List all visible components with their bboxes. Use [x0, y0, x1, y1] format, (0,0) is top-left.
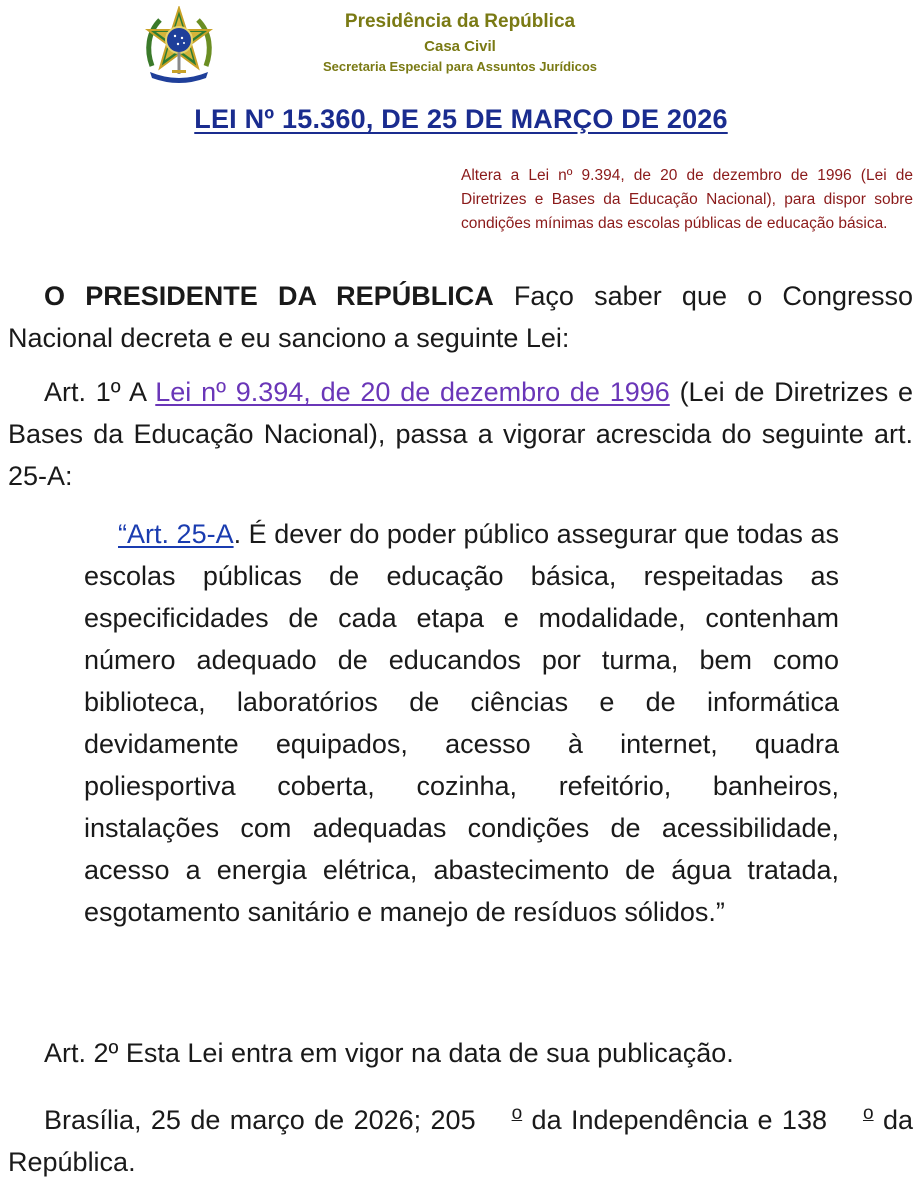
- header-casa-civil: Casa Civil: [424, 38, 496, 55]
- article-25a-quote: [84, 513, 839, 933]
- law-title-link[interactable]: LEI Nº 15.360, DE 25 DE MARÇO DE 2026: [194, 104, 728, 134]
- ordinal-indicator: o: [511, 1103, 523, 1124]
- article-25a-link[interactable]: “Art. 25-A: [118, 519, 234, 549]
- preamble: [8, 275, 913, 359]
- header-presidency: Presidência da República: [344, 11, 576, 32]
- law-ementa: Altera a Lei nº 9.394, de 20 de dezembro de 1996 (Lei de Diretrizes e Bases da Educação Nacional), para dispor sobre condições mínimas das escolas públicas de educação básica.: [461, 167, 913, 232]
- ordinal-indicator: o: [862, 1103, 874, 1124]
- article-25a-text: . É dever do poder público assegurar que todas as escolas públicas de educação básica, respeitadas as especificidades de cada etapa e modalidade, contenham número adequado de educandos por turma, bem como biblioteca, laboratórios de ciências e de informática devidamente equipados, acesso à internet, quadra poliesportiva coberta, cozinha, refeitório, banheiros, instalações com adequadas condições de acessibilidade, acesso a energia elétrica, abastecimento de água tratada, esgotamento sanitário e manejo de resíduos sólidos.”: [84, 519, 840, 927]
- page-header: [0, 0, 922, 90]
- law-9394-link[interactable]: Lei nº 9.394, de 20 de dezembro de 1996: [155, 377, 670, 407]
- article-1: [8, 371, 913, 497]
- signature-part-2: da Independência e 138: [522, 1105, 827, 1135]
- header-secretariat: Secretaria Especial para Assuntos Jurídicos: [322, 59, 598, 74]
- signature-part-1: Brasília, 25 de março de 2026; 205: [44, 1105, 476, 1135]
- article-1-text: (Lei de Diretrizes e Bases da Educação Nacional), passa a vigorar acrescida do seguinte art. 25-A:: [8, 377, 913, 491]
- article-1-prefix: Art. 1º A: [44, 377, 156, 407]
- signature-part-3: da República.: [8, 1105, 913, 1177]
- article-2: Art. 2º Esta Lei entra em vigor na data de sua publicação.: [44, 1038, 734, 1068]
- header-organization: [250, 8, 670, 76]
- signature-date: [8, 1099, 913, 1183]
- brazil-coat-of-arms-icon: [140, 6, 218, 84]
- preamble-text: Faço saber que o Congresso Nacional decreta e eu sanciono a seguinte Lei:: [8, 281, 913, 353]
- preamble-president: O PRESIDENTE DA REPÚBLICA: [44, 281, 494, 311]
